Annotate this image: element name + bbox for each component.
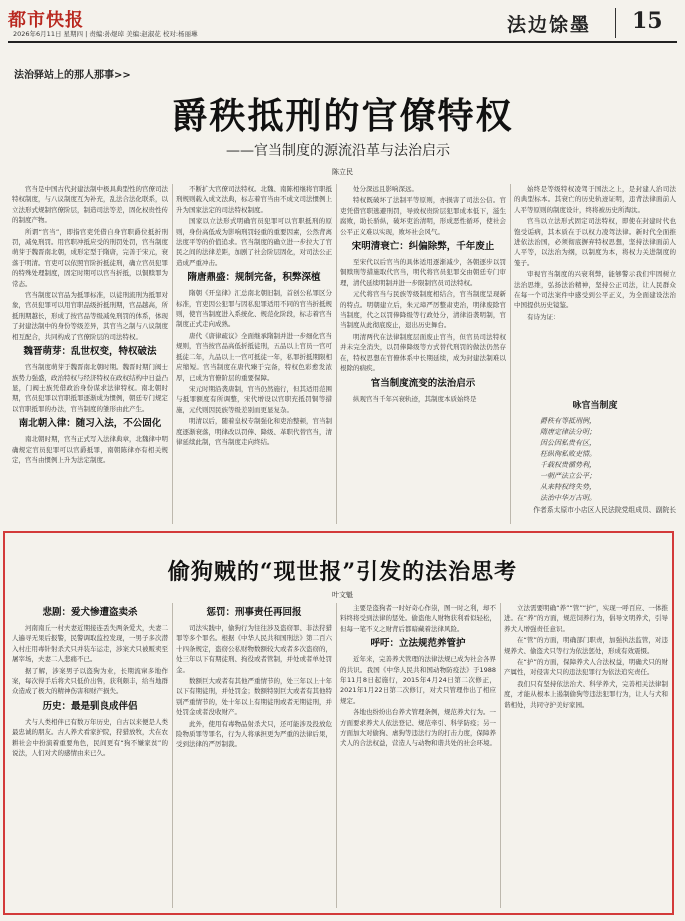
paragraph: 所谓“官当”，即指官吏凭借自身官职爵位抵折刑罚，减免刑罚。用官职冲抵应受的刑罚处罚，官当制度萌芽于魏晋南北朝，成形定型于隋唐，完善于宋元，衰落于明清。官吏可以依照官阶折抵徒刑，确立官员犯罪的特殊处理制度，固定时期可以官当折抵，以铜赎罪为常态。 [12, 227, 168, 288]
section-heading: 隋唐鼎盛：规制完备，积弊深植 [187, 272, 321, 284]
featured-column-4 [504, 603, 668, 908]
paragraph: 在“管”的方面，明确部门职责，加强执法监管，对违规养犬、偷盗犬只等行为依法惩处，形成有效震慑。 [504, 636, 668, 655]
paragraph: 犬与人类相伴已有数万年历史，自古以来便是人类最忠诚的朋友。古人养犬看家护院，狩猎放牧，犬在农耕社会中扮演着重要角色，民间更有“狗不嫌家贫”的说法，人们对犬的感情由来已久。 [12, 717, 168, 758]
section-heading: 历史：最是驯良成伴侣 [42, 700, 138, 712]
paragraph: 有诗为证： [527, 312, 560, 321]
section-heading: 南北朝入律：随习入法，不公固化 [18, 418, 162, 430]
paragraph: 各地也纷纷出台养犬管理条例，规范养犬行为。一方面要求养犬人依法登记、规范牵引、科学防疫；另一方面加大对偷狗、虐狗等违法行为的打击力度，保障养犬人的合法权益，营造人与动物和谐共处的社会环境。 [340, 708, 496, 748]
column-divider [500, 603, 501, 908]
paragraph: 数额巨大或者有其他严重情节的，处三年以上十年以下有期徒刑，并处罚金；数额特别巨大或者有其他特别严重情节的，处十年以上有期徒刑或者无期徒刑，并处罚金或者没收财产。 [176, 677, 332, 717]
column-divider [336, 184, 337, 524]
poem-line: 从来特权终失势， [540, 483, 596, 491]
paragraph: 官当是中国古代封建法制中极具典型性的官僚司法特权制度，与八议制度互为补充，乱法合法化联系，以立法形式规制官僚阶层，制造司法等差，固化权贵性传的制度产物。 [12, 185, 168, 225]
author-bio: 作者系太原市小店区人民法院党组成员、副院长 [533, 506, 676, 514]
paragraph: 处分深远且影响深远。 [353, 185, 418, 193]
section-heading: 惩罚：刑事责任再回报 [206, 607, 302, 618]
paragraph: 特权既破坏了法制平等原则，亦损害了司法公信。官吏凭借官职逃避刑罚，导致权贵阶层犯罪成本低下，滋生腐败，助长骄纵，破坏吏治清明，形成恶性循环，使社会公平正义难以实现，败坏社会风气。 [340, 196, 506, 236]
paragraph: 近年来，完善养犬管理的法律法规已成为社会各界的共识。我国《中华人民共和国动物防疫法》于1988年11月8日起施行，2015年4月24日第二次修正，2021年1月22日第二次修订，对犬只管理作出了相应规定。 [340, 655, 496, 705]
featured-column-2 [176, 603, 332, 908]
column-divider [336, 603, 337, 908]
paragraph: 至宋代以后官当的具体适用逐渐减少，各朝逐步以罚铜赎刑等措施取代官当，明代将官员犯罪交由朝廷专门审理，清代延续明制并进一步限制官员司法特权。 [340, 258, 506, 287]
poem-line: 枉纵徇私败吏情。 [540, 450, 596, 458]
paragraph: 我们只有坚持依法治犬、科学养犬，完善相关法律制度，才能从根本上遏制偷狗等违法犯罪行为，让人与犬和谐相处，共同守护美好家园。 [504, 679, 668, 709]
article-subtitle: ——官当制度的源流沿革与法治启示 [226, 143, 450, 159]
article-column-3 [340, 184, 506, 524]
article-title: 爵秩抵刑的官僚特权 [171, 95, 514, 137]
poem [540, 416, 660, 504]
poem-line: 爵秩有等抵刑例， [540, 417, 596, 425]
section-name: 法边馀墨 [507, 14, 592, 36]
poem-line: 一朝严法立公平； [540, 472, 596, 480]
paragraph: 官当制度以官品为抵罪标准，以徒刑流刑为抵罪对象，官员犯罪可以用官职品级折抵刑期，官品越高，所抵刑期越长，形成了按官品等级减免刑罚的体系，体现了封建法制中的身份等级差异，其官当之制与八议制度相互配合，共同构成了官僚阶层的司法特权。 [12, 291, 168, 341]
featured-column-1 [12, 603, 168, 908]
section-heading: 官当制度流变的法治启示 [370, 377, 476, 389]
section-heading: 呼吁：立法规范养管护 [370, 638, 466, 650]
column-divider [172, 603, 173, 908]
paragraph: 宋元时期沿袭唐制，官当仍然施行，但其适用范围与抵罪额度有所调整，宋代增设以官职充抵罚铜等措施，元代则因民族等级差别而更显复杂。 [176, 384, 332, 414]
paragraph: 司法实践中，偷狗行为往往涉及盗窃罪、非法狩猎罪等多个罪名。根据《中华人民共和国刑法》第二百六十四条规定，盗窃公私财物数额较大或者多次盗窃的，处三年以下有期徒刑、拘役或者管制，并处或者单处罚金。 [176, 624, 332, 674]
paragraph: 不断扩大官僚司法特权。北魏、南陈相继将官职抵刑规则载入成文法典，标志着官当由不成文司法惯例上升为国家法定的司法特权制度。 [176, 185, 332, 214]
paragraph: 主要是盗狗者一时好奇心作祟，图一时之利，却不料终将受到法律的惩处。偷盗他人财物获利看似轻松，但每一笔不义之财背后都暗藏着法律风险。 [340, 604, 496, 633]
article-author: 陈立民 [332, 168, 353, 176]
paragraph: 此外，使用有毒物品射杀犬只，还可能涉及投放危险物质罪等罪名，行为人将承担更为严重的法律后果，受到法律的严厉制裁。 [176, 719, 332, 749]
paragraph: 据了解，涉案男子以盗狗为业，长期流窜多地作案，每次得手后将犬只低价出售，获利颇丰，给当地群众造成了极大的精神伤害和财产损失。 [12, 666, 168, 696]
masthead-logo: 都市快报 [8, 10, 84, 31]
article-column-4 [514, 184, 676, 392]
section-heading: 悲剧：爱犬惨遭盗卖杀 [42, 607, 138, 618]
paragraph: 元代将官当与民族等级制度相结合，官当制度呈现新的特点。明朝建立后，朱元璋严厉整肃吏治，明律废除官当制度，代之以罚俸降级等行政处分，清律沿袭明制，官当制度从此彻底废止，退出历史舞台。 [340, 290, 506, 330]
poem-line: 隋唐定律法分明； [540, 428, 596, 436]
header-divider [615, 8, 616, 38]
paragraph: 明清以后，随着皇权专制强化和吏治整顿，官当制度逐渐衰落，明律改以罚俸、降级、革职代替官当，清律延续此制，官当制度走向终结。 [176, 417, 332, 446]
paragraph: 官当以立法形式固定司法特权，即使在封建时代也饱受诟病，其本质在于以权力凌驾法律。新时代全面推进依法治国，必须彻底摒弃特权思想，坚持法律面前人人平等，以法治为纲，以制度为本，将权力关进制度的笼子。 [514, 217, 676, 267]
section-heading: 魏晋萌芽：乱世权变，特权破法 [23, 346, 157, 358]
paragraph: 官当制度萌芽于魏晋南北朝时期。魏晋时期门阀士族势力强盛，政治特权与经济特权在政权结构中日益凸显，门阀士族凭借政治身份谋求法律特权。南北朝时期，官员犯罪以官职抵罪逐渐成为惯例，朝廷专门规定以官职抵罪的办法，官当制度的雏形由此产生。 [12, 363, 168, 413]
column-label: 法治驿站上的那人那事>> [14, 70, 131, 81]
section-heading: 宋明清衰亡：纠偏除弊，千年废止 [351, 241, 495, 253]
featured-article-title: 偷狗贼的“现世报”引发的法治思考 [167, 559, 518, 585]
poem-line: 法治中华万古明。 [540, 494, 596, 502]
featured-column-3 [340, 603, 496, 908]
paragraph: 隋朝《开皇律》汇总南北朝旧制，首创公私罪区分标准，官吏因公犯罪与因私犯罪适用不同的官当折抵规则，使官当制度进入系统化、规范化阶段，标志着官当制度正式走向成熟。 [176, 289, 332, 329]
paragraph: 在“护”的方面，保障养犬人合法权益，明确犬只的财产属性，对侵害犬只的违法犯罪行为依法追究责任。 [504, 658, 668, 677]
poem-line: 千载权贵循势利， [540, 461, 596, 469]
issue-info: 2026年6月11日 星期四 | 责编:孙煜琸 美编:赵淑花 校对:杨丽琳 [13, 30, 198, 38]
page-number: 15 [632, 8, 663, 34]
paragraph: 立法需要明确“养”“管”“护”，实现一呼百应、一体推进。在“养”的方面，规范饲养行为，倡导文明养犬，引导养犬人增强责任意识。 [504, 604, 668, 633]
column-divider [510, 184, 511, 524]
paragraph: 南北朝时期，官当正式写入法律典章，北魏律中明确规定官员犯罪可以官爵抵罪，南朝陈律亦有相关规定，官当由惯例上升为法定制度。 [12, 435, 168, 464]
column-divider [172, 184, 173, 524]
paragraph: 始终是等级特权凌驾于国法之上，是封建人治司法的典型标本。其衰亡的历史轨迹证明，违背法律面前人人平等原则的制度设计，终将被历史所淘汰。 [514, 185, 676, 214]
poem-line: 因公因私贵有区， [540, 439, 596, 447]
poem-title: 咏官当制度 [572, 401, 618, 411]
featured-article-author: 叶文魁 [332, 591, 353, 599]
paragraph: 纵观官当千年兴衰轨迹，其制度本质始终是 [353, 394, 477, 403]
paragraph: 国家以立法形式明确官员犯罪可以官职抵刑的原则，身份高低成为影响刑罚轻重的重要因素，公然背离法度平等的价值追求。官当制度的确立进一步拉大了官民之间的法律差距，加剧了社会阶层固化，对司法公正造成严重冲击。 [176, 217, 332, 267]
article-column-1 [12, 184, 168, 524]
paragraph: 河南南丘一村夫妻近期接连丢失两条爱犬，夫妻二人遍寻无果后报警，民警调取监控发现，一男子多次潜入村庄用毒针射杀犬只并装车运走，涉案犬只被贩卖至屠宰场，夫妻二人悲痛不已。 [12, 624, 168, 664]
header-rule [8, 41, 677, 43]
paragraph: 明清两代在法律制度层面废止官当，但官员司法特权并未完全消失，以罚俸降级等方式替代刑罚的做法仍然存在，特权思想在官僚体系中长期延续，成为封建法制难以根除的痼疾。 [340, 332, 506, 373]
paragraph: 审视官当制度的兴衰利弊，能够警示我们牢固树立法治思维，弘扬法治精神，坚持公正司法，让人民群众在每一个司法案件中感受到公平正义，为全面建设法治中国提供历史镜鉴。 [514, 270, 676, 310]
paragraph: 唐代《唐律疏议》全面继承隋制并进一步细化官当规则，官当按官品高低折抵徒刑，五品以上官员一官可抵徒二年，九品以上一官可抵徒一年，私罪折抵期限相应缩短。官当制度在唐代臻于完备，特权色彩愈发浓厚，已成为官僚阶层的重要保障。 [176, 331, 332, 382]
article-column-2 [176, 184, 332, 524]
